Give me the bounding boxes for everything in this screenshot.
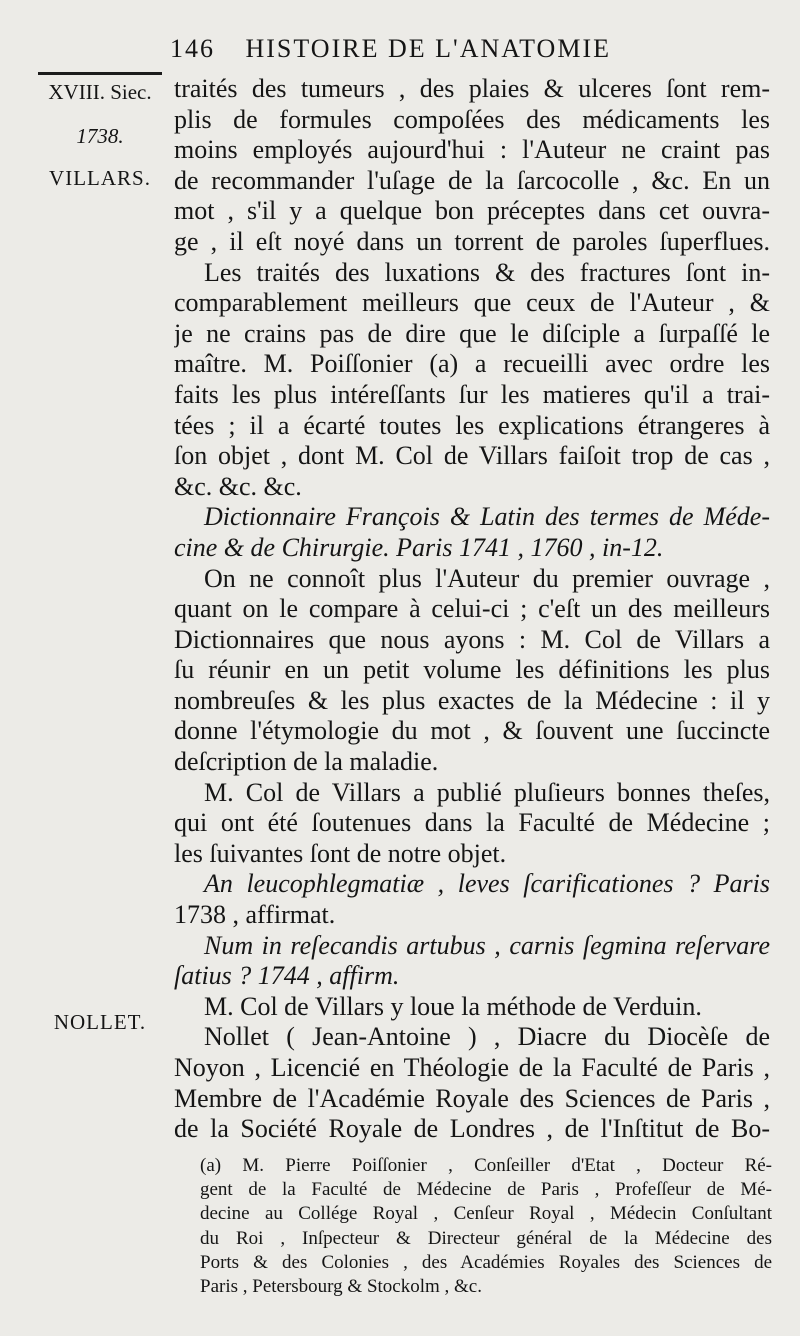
text-line: &c. &c. &c. [174, 471, 302, 501]
text-line: ſu réunir en un petit volume les définitions les plus [174, 655, 770, 685]
text-line: faits les plus intéreſſants ſur les matieres qu'il a trai- [174, 379, 770, 409]
text-line: qui ont été ſoutenues dans la Faculté de Médecine ; [174, 808, 770, 838]
margin-author-villars: VILLARS. [49, 166, 151, 190]
text-line: mot , s'il y a quelque bon préceptes dans cet ouvra- [174, 196, 770, 226]
text-line: ſatius ? 1744 , affirm. [174, 961, 400, 991]
text-line: 1738 , affirmat. [174, 900, 336, 930]
thesis-title-line: An leucophlegmatiæ , leves ſcarificationes ? Paris [204, 869, 770, 899]
text-line: comparablement meilleurs que ceux de l'Auteur , & [174, 288, 770, 318]
footnote [200, 1154, 772, 1299]
text-line: Noyon , Licencié en Théologie de la Faculté de Paris , [174, 1053, 770, 1082]
margin-century: XVIII. Siec. [48, 80, 152, 104]
text-line: M. Col de Villars y loue la méthode de Verduin. [204, 991, 702, 1021]
footnote-line: Ports & des Colonies , des Académies Royales des Sciences de [200, 1251, 772, 1273]
main-text [174, 74, 770, 1145]
running-title: HISTOIRE DE L'ANATOMIE [245, 34, 611, 63]
text-line: On ne connoît plus l'Auteur du premier ouvrage , [204, 563, 770, 593]
text-line: donne l'étymologie du mot , & ſouvent une ſuccincte [174, 716, 770, 746]
text-line: Membre de l'Académie Royale des Sciences de Paris , [174, 1083, 770, 1113]
footnote-line: Paris , Petersbourg & Stockolm , &c. [200, 1276, 482, 1298]
text-line: traités des tumeurs , des plaies & ulceres ſont rem- [174, 74, 770, 103]
text-line: M. Col de Villars a publié pluſieurs bonnes theſes, [204, 777, 770, 807]
header-rule [38, 72, 162, 75]
book-title-line: cine & de Chirurgie. Paris 1741 , 1760 , in-12. [174, 532, 664, 562]
margin-year: 1738. [76, 124, 124, 148]
text-line: de la Société Royale de Londres , de l'Inſtitut de Bo- [174, 1114, 770, 1144]
text-line: plis de formules compoſées des médicaments les [174, 104, 770, 134]
page-number: 146 [170, 34, 215, 63]
text-line: Les traités des luxations & des fractures ſont in- [204, 257, 770, 287]
text-line: moins employés aujourd'hui : l'Auteur ne craint pas [174, 135, 770, 165]
text-line: maître. M. Poiſſonier (a) a recueilli avec ordre les [174, 349, 770, 379]
text-line: Nollet ( Jean-Antoine ) , Diacre du Diocèſe de [204, 1022, 770, 1052]
footnote-line: du Roi , Inſpecteur & Directeur général de la Médecine des [200, 1227, 772, 1249]
text-line: ſon objet , dont M. Col de Villars faiſoit trop de cas , [174, 441, 770, 471]
footnote-line: gent de la Faculté de Médecine de Paris , Profeſſeur de Mé- [200, 1179, 772, 1201]
thesis-title-line: Num in reſecandis artubus , carnis ſegmina reſervare [204, 930, 770, 960]
footnote-line: (a) M. Pierre Poiſſonier , Conſeiller d'Etat , Docteur Ré- [200, 1155, 772, 1176]
text-line: ge , il eſt noyé dans un torrent de paroles ſuperflues. [174, 226, 770, 256]
text-line: deſcription de la maladie. [174, 747, 439, 777]
text-line: tées ; il a écarté toutes les explications étrangeres à [174, 410, 770, 440]
footnote-line: decine au Collége Royal , Cenſeur Royal , Médecin Conſultant [200, 1203, 772, 1225]
book-title-line: Dictionnaire François & Latin des termes de Méde- [204, 502, 770, 532]
margin-author-nollet: NOLLET. [53, 1010, 147, 1034]
text-line: je ne crains pas de dire que le diſciple a ſurpaſſé le [174, 318, 770, 348]
text-line: Dictionnaires que nous ayons : M. Col de Villars a [174, 624, 770, 654]
text-line: nombreuſes & les plus exactes de la Médecine : il y [174, 685, 770, 715]
text-line: les ſuivantes ſont de notre objet. [174, 838, 507, 868]
text-line: de recommander l'uſage de la ſarcocolle , &c. En un [174, 165, 770, 195]
running-header [170, 34, 730, 64]
text-line: quant on le compare à celui-ci ; c'eſt un des meilleurs [174, 594, 770, 624]
